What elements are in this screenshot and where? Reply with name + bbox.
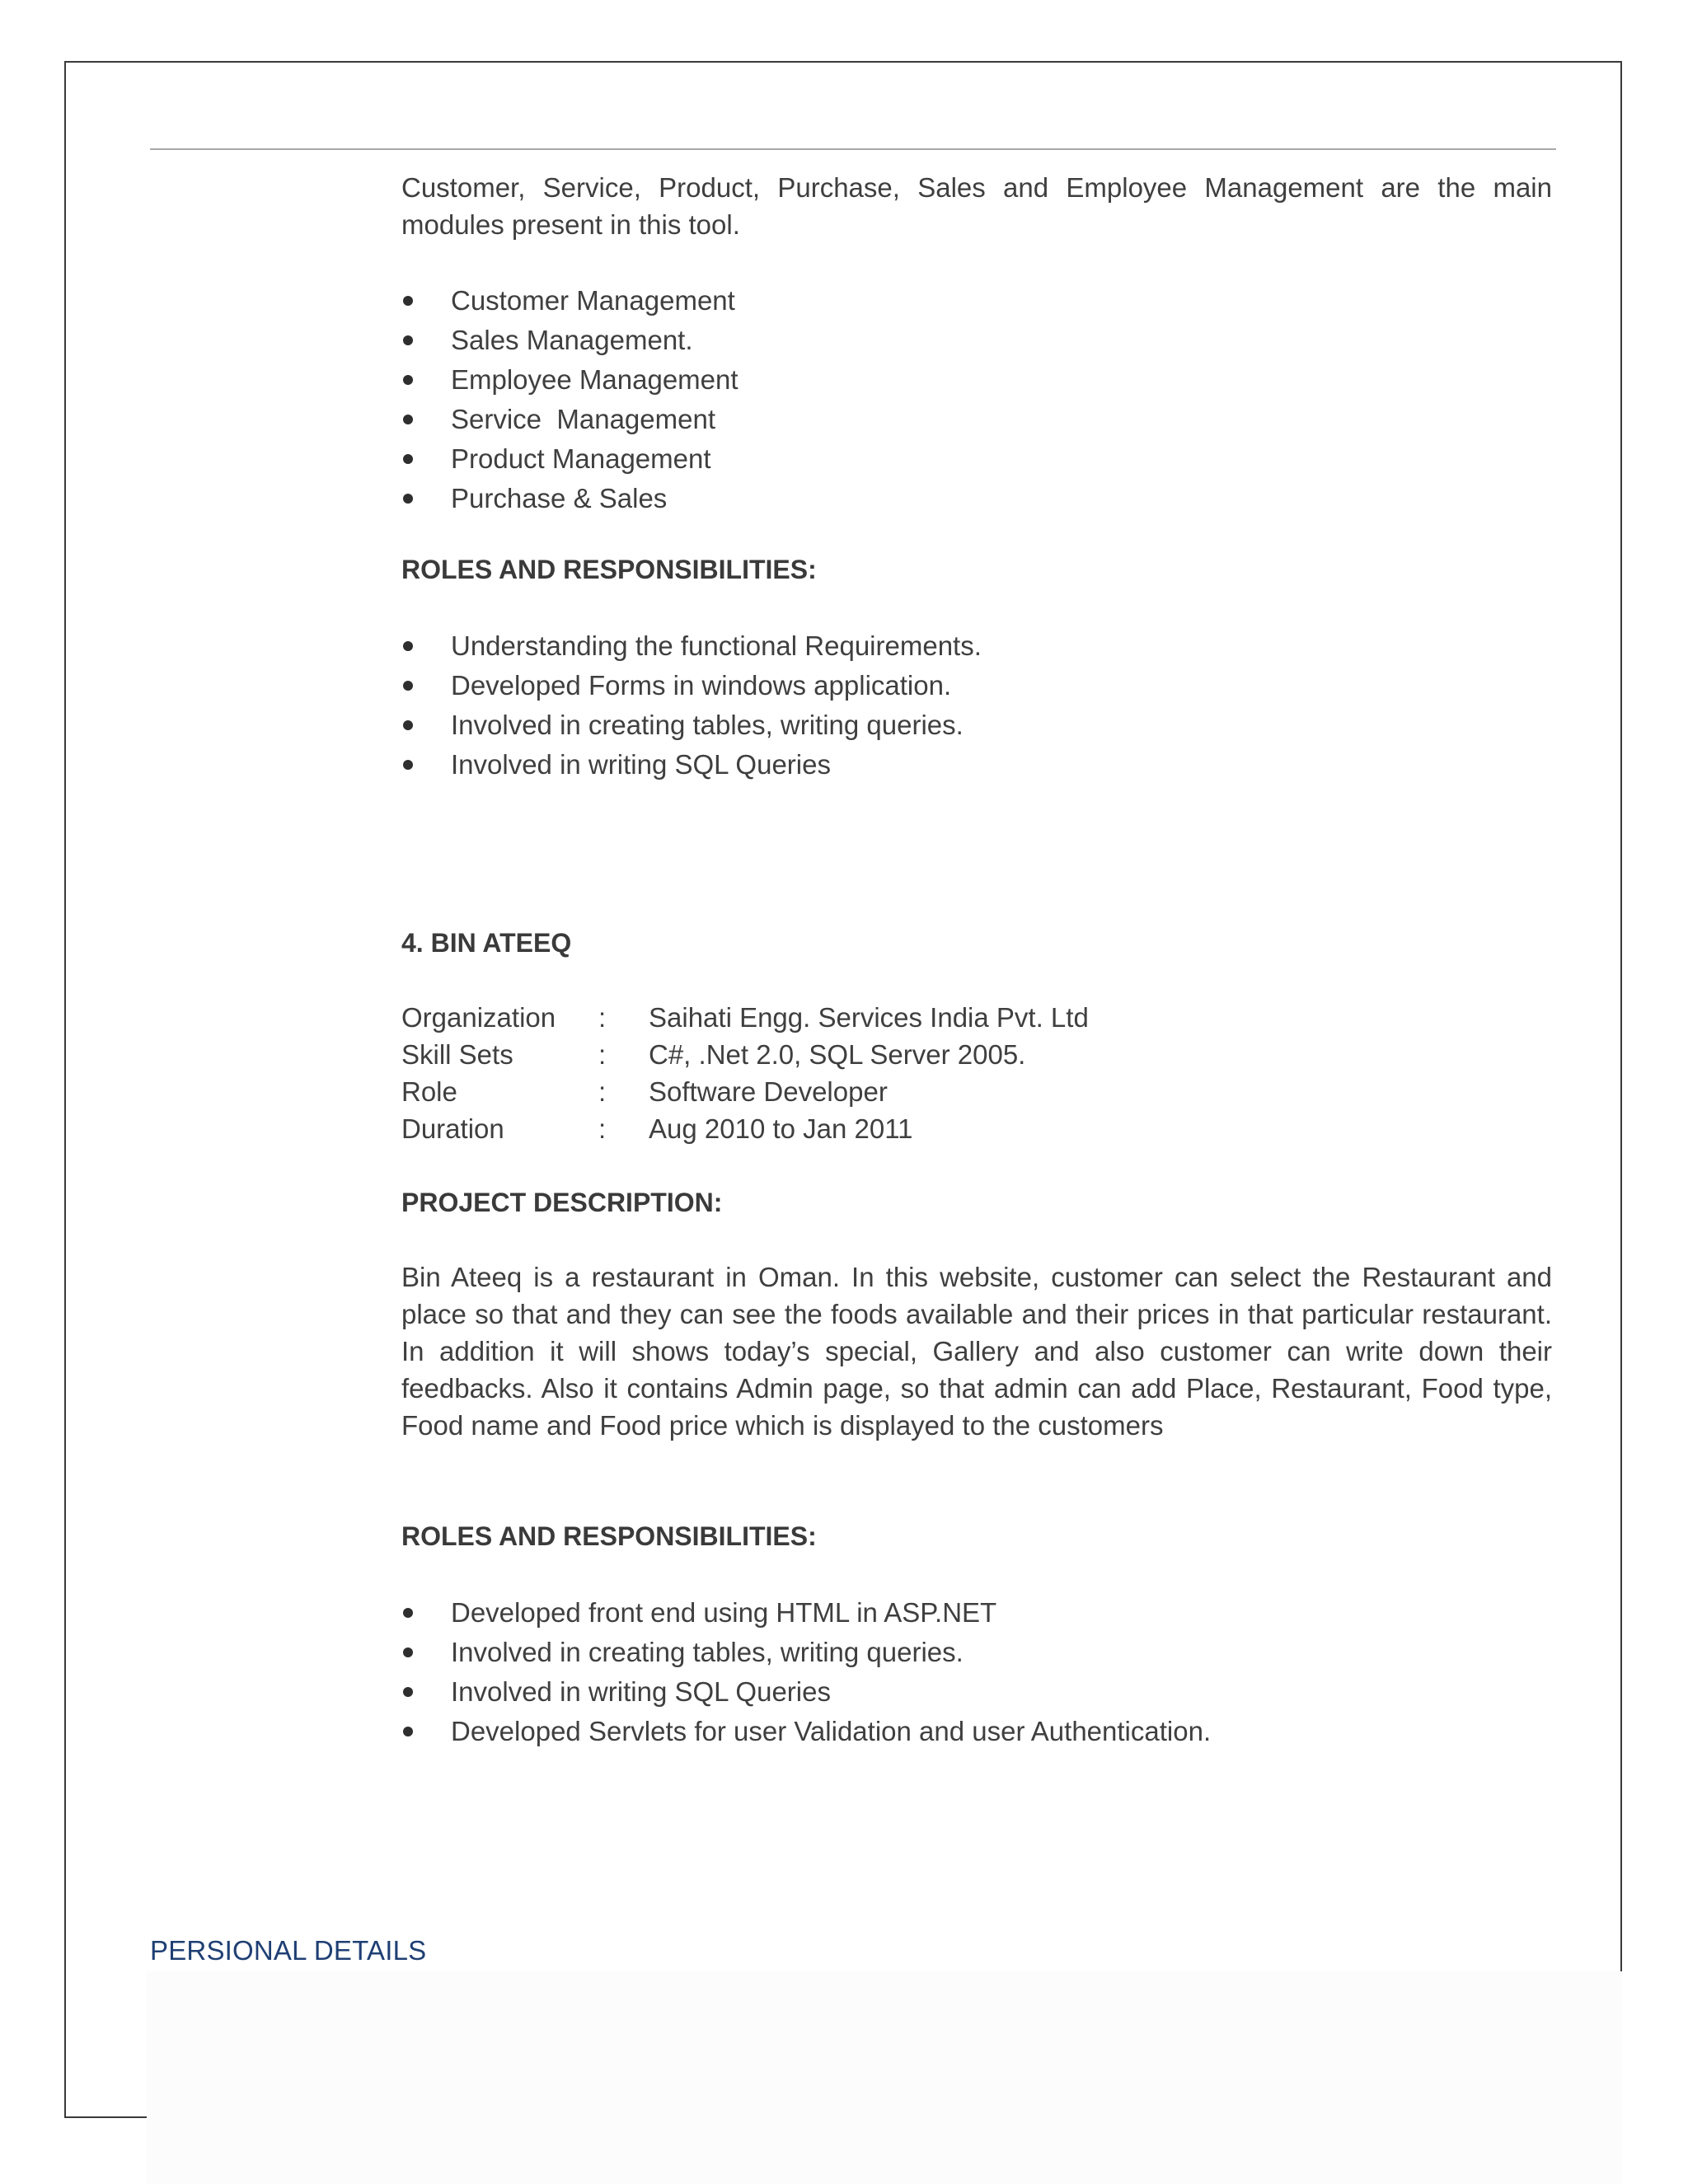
project-description-heading: PROJECT DESCRIPTION: [401,1188,723,1217]
bullet-icon [403,681,413,691]
list-item-text: Understanding the functional Requirements. [451,630,982,661]
list-item-text: Involved in creating tables, writing queries. [451,1637,964,1667]
project-description: Bin Ateeq is a restaurant in Oman. In this website, customer can select the Restaurant and place so that and they can see the foods available and their prices in that particular restaurant. In addition it will shows today’s special, Gallery and also customer can write down their feedbacks. Also it contains Admin page, so that admin can add Place, Restaurant, Food type, Food name and Food price which is displayed to the customers [401,1262,1552,1441]
list-item [401,626,1552,666]
bullet-icon [403,454,413,464]
list-item-text: Involved in writing SQL Queries [451,1676,831,1707]
list-item [401,745,1552,785]
list-item [401,1672,1552,1712]
list-item-text: Developed front end using HTML in ASP.NET [451,1597,997,1628]
roles-list-1 [401,626,1552,785]
bullet-icon [403,494,413,504]
list-item [401,321,1552,360]
list-item [401,666,1552,705]
bullet-icon [403,296,413,306]
list-item [401,1712,1552,1751]
table-row [401,1036,1089,1073]
list-item [401,705,1552,745]
list-item-text: Sales Management. [451,325,693,355]
detail-label: Duration [401,1113,504,1144]
list-item [401,479,1552,518]
list-item [401,1633,1552,1672]
list-item [401,439,1552,479]
detail-colon: : [598,1113,607,1144]
modules-list [401,281,1552,518]
detail-label: Organization [401,1002,556,1033]
bullet-icon [403,335,413,345]
detail-value: Aug 2010 to Jan 2011 [649,1113,913,1144]
table-row [401,999,1089,1036]
document-body [401,169,1552,1751]
table-row [401,1110,1089,1147]
list-item-text: Involved in creating tables, writing queries. [451,710,964,740]
detail-colon: : [598,1039,607,1070]
detail-colon: : [598,1002,607,1033]
bullet-icon [403,1687,413,1697]
project-details-table [401,999,1089,1147]
roles-heading-1: ROLES AND RESPONSIBILITIES: [401,555,817,584]
list-item-text: Involved in writing SQL Queries [451,749,831,780]
list-item-text: Customer Management [451,285,735,316]
list-item [401,281,1552,321]
bullet-icon [403,760,413,770]
detail-label: Role [401,1076,457,1107]
roles-list-2 [401,1593,1552,1751]
list-item-text: Developed Forms in windows application. [451,670,952,701]
detail-value: Software Developer [649,1076,888,1107]
header-divider [150,148,1556,150]
bullet-icon [403,375,413,385]
roles-heading-2: ROLES AND RESPONSIBILITIES: [401,1521,817,1551]
detail-label: Skill Sets [401,1039,513,1070]
bullet-icon [403,415,413,424]
list-item-text: Service Management [451,404,715,434]
detail-value: C#, .Net 2.0, SQL Server 2005. [649,1039,1026,1070]
project-title: 4. BIN ATEEQ [401,928,572,958]
bullet-icon [403,1647,413,1657]
list-item-text: Purchase & Sales [451,483,668,513]
bullet-icon [403,1608,413,1618]
detail-value: Saihati Engg. Services India Pvt. Ltd [649,1002,1089,1033]
bullet-icon [403,720,413,730]
bullet-icon [403,1727,413,1736]
list-item-text: Product Management [451,443,711,474]
footer-shade [147,1971,1622,2184]
intro-paragraph: Customer, Service, Product, Purchase, Sales and Employee Management are the main modules present in this tool. [401,172,1552,240]
bullet-icon [403,641,413,651]
list-item-text: Developed Servlets for user Validation and user Authentication. [451,1716,1212,1746]
detail-colon: : [598,1076,607,1107]
personal-details-heading: PERSIONAL DETAILS [150,1935,427,1966]
table-row [401,1073,1089,1110]
list-item [401,360,1552,400]
list-item [401,1593,1552,1633]
list-item-text: Employee Management [451,364,738,395]
list-item [401,400,1552,439]
